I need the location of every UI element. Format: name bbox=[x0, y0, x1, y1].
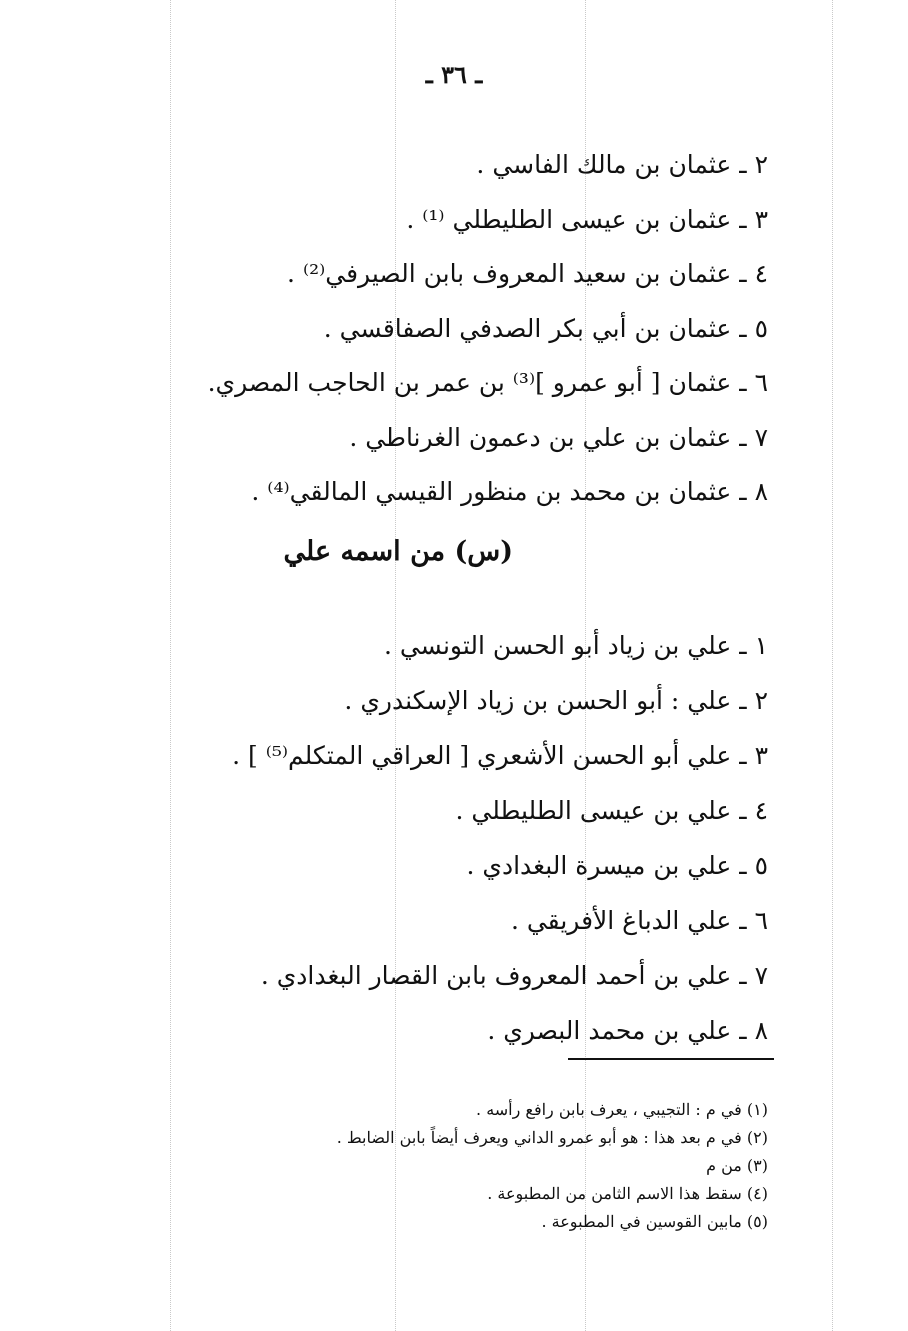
footnote: (٥) مابين القوسين في المطبوعة . bbox=[541, 1212, 768, 1231]
footnote: (٤) سقط هذا الاسم الثامن من المطبوعة . bbox=[487, 1184, 768, 1203]
footnote-divider bbox=[568, 1058, 774, 1060]
list-item: ٢ ـ عثمان بن مالك الفاسي . bbox=[476, 150, 768, 179]
name-list-uthman bbox=[128, 138, 768, 520]
list-item: ١ ـ علي بن زياد أبو الحسن التونسي . bbox=[383, 631, 768, 660]
list-item: ٣ ـ علي أبو الحسن الأشعري [ العراقي المتكلم⁽⁵⁾ ] . bbox=[232, 741, 768, 770]
page-number: ـ ٣٦ ـ bbox=[425, 60, 483, 89]
footnote: (٣) من م bbox=[706, 1156, 768, 1175]
list-item: ٦ ـ علي الدباغ الأفريقي . bbox=[510, 906, 768, 935]
section-heading: (س) من اسمه علي bbox=[283, 536, 513, 567]
name-list-ali bbox=[128, 618, 768, 1058]
list-item: ٥ ـ عثمان بن أبي بكر الصدفي الصفاقسي . bbox=[323, 313, 768, 343]
list-item: ٣ ـ عثمان بن عيسى الطليطلي ⁽¹⁾ . bbox=[406, 204, 768, 234]
list-item: ٨ ـ علي بن محمد البصري . bbox=[487, 1016, 768, 1045]
list-item: ٦ ـ عثمان [ أبو عمرو ]⁽³⁾ بن عمر بن الحاجب المصري. bbox=[207, 368, 768, 397]
list-item: ٢ ـ علي : أبو الحسن بن زياد الإسكندري . bbox=[344, 686, 768, 715]
footnotes bbox=[128, 1096, 768, 1236]
list-item: ٤ ـ علي بن عيسى الطليطلي . bbox=[455, 796, 768, 825]
footnote: (١) في م : التجيبي ، يعرف بابن رافع رأسه . bbox=[476, 1100, 768, 1119]
list-item: ٥ ـ علي بن ميسرة البغدادي . bbox=[466, 851, 768, 880]
scan-artifact-line bbox=[832, 0, 833, 1331]
list-item: ٤ ـ عثمان بن سعيد المعروف بابن الصيرفي⁽²⁾ . bbox=[287, 259, 768, 288]
list-item: ٧ ـ علي بن أحمد المعروف بابن القصار البغدادي . bbox=[260, 961, 768, 990]
footnote: (٢) في م بعد هذا : هو أبو عمرو الداني ويعرف أيضاً بابن الضابط . bbox=[336, 1128, 768, 1147]
list-item: ٧ ـ عثمان بن علي بن دعمون الغرناطي . bbox=[349, 422, 768, 452]
list-item: ٨ ـ عثمان بن محمد بن منظور القيسي المالقي⁽⁴⁾ . bbox=[251, 477, 768, 506]
